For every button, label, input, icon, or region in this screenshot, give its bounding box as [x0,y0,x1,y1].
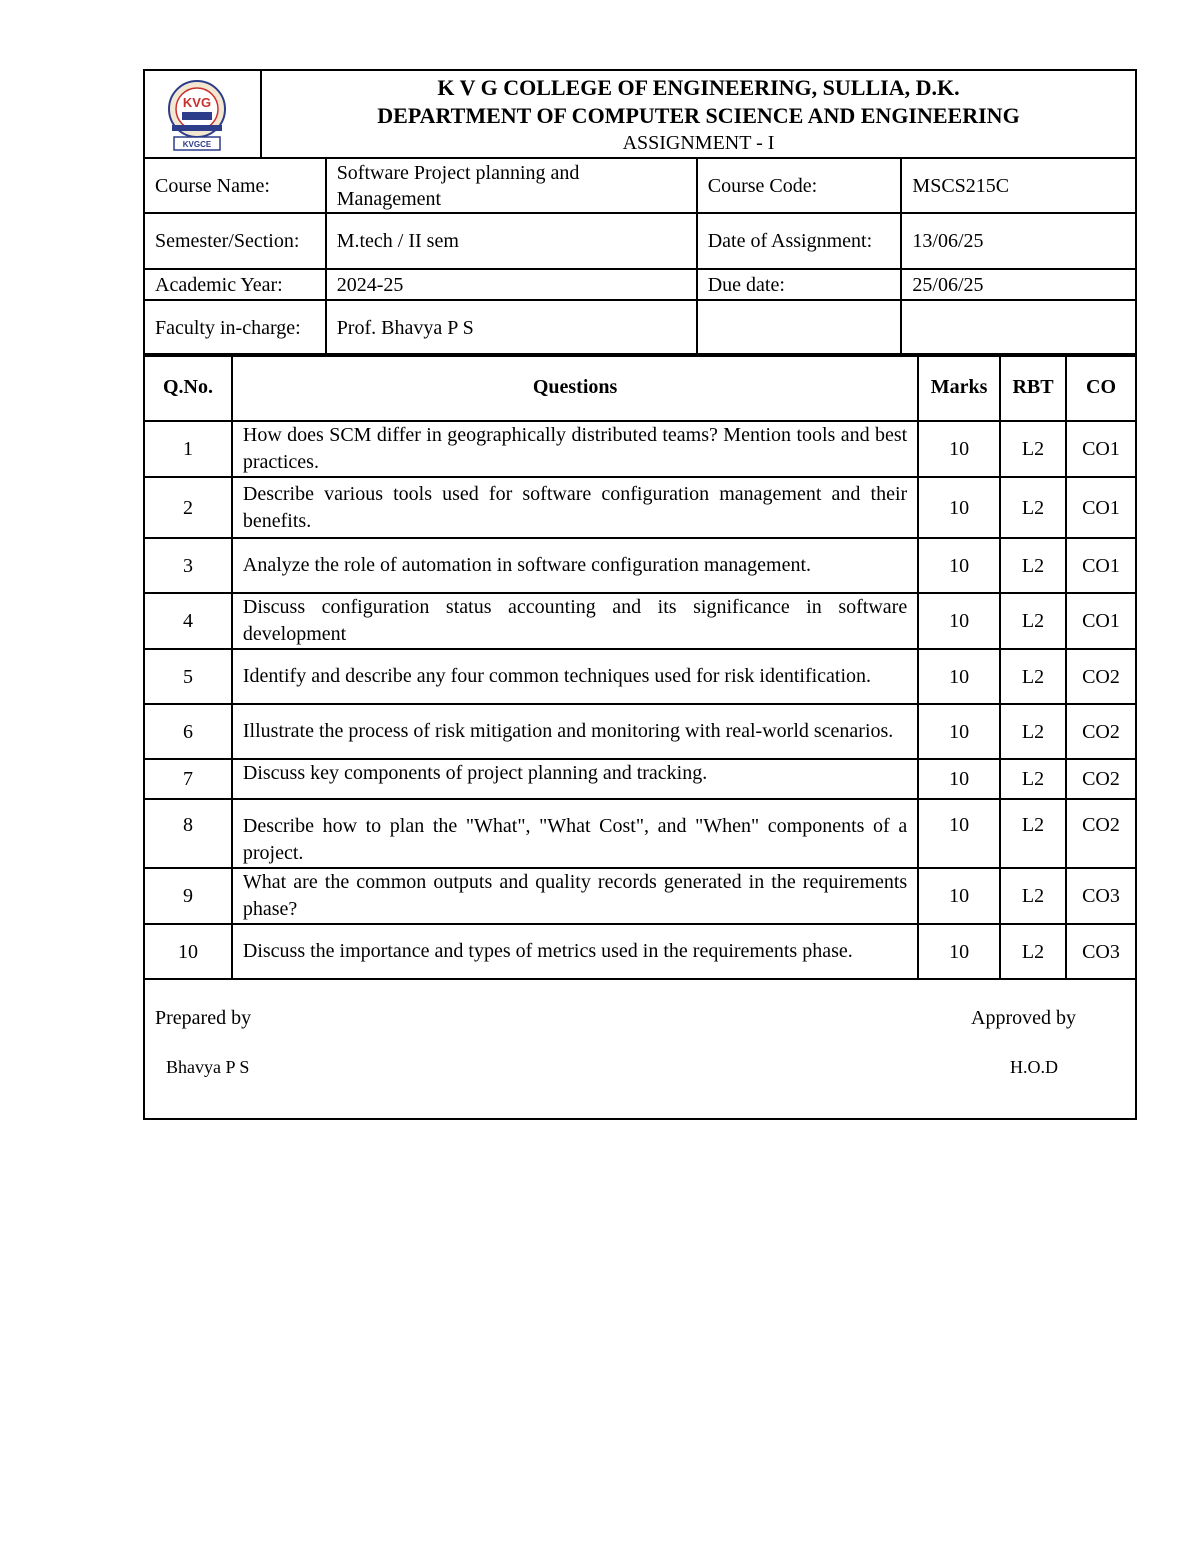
faculty-value: Prof. Bhavya P S [326,300,697,356]
question-number: 3 [144,538,232,593]
question-co: CO3 [1066,924,1136,979]
question-number: 9 [144,868,232,924]
question-rbt: L2 [1000,924,1066,979]
question-marks: 10 [918,649,1000,704]
question-marks: 10 [918,593,1000,649]
course-info-table [143,157,1137,357]
question-number: 10 [144,924,232,979]
question-co: CO1 [1066,477,1136,538]
question-text: How does SCM differ in geographically distributed teams? Mention tools and best practices. [232,421,918,477]
question-marks: 10 [918,704,1000,759]
question-rbt: L2 [1000,593,1066,649]
logo-cell [145,71,262,157]
question-text: What are the common outputs and quality records generated in the requirements phase? [232,868,918,924]
question-number: 8 [144,799,232,868]
question-number: 2 [144,477,232,538]
question-marks: 10 [918,477,1000,538]
question-text: Illustrate the process of risk mitigation and monitoring with real-world scenarios. [232,704,918,759]
due-label: Due date: [697,269,902,300]
question-co: CO2 [1066,799,1136,868]
assignment-title: ASSIGNMENT - I [622,132,775,154]
table-row [144,593,1136,649]
prepared-by-label: Prepared by [155,1007,252,1029]
question-number: 4 [144,593,232,649]
question-text: Describe various tools used for software configuration management and their benefits. [232,477,918,538]
course-code-label: Course Code: [697,158,902,213]
table-row [144,421,1136,477]
table-row [144,759,1136,799]
question-rbt: L2 [1000,759,1066,799]
approved-by-name: H.O.D [1010,1057,1058,1077]
info-row [144,300,1136,356]
table-row [144,477,1136,538]
question-co: CO3 [1066,868,1136,924]
date-label: Date of Assignment: [697,213,902,269]
question-rbt: L2 [1000,421,1066,477]
prepared-by-name: Bhavya P S [166,1057,250,1077]
question-text: Discuss the importance and types of metrics used in the requirements phase. [232,924,918,979]
question-marks: 10 [918,868,1000,924]
question-co: CO1 [1066,421,1136,477]
table-row [144,649,1136,704]
question-co: CO1 [1066,593,1136,649]
question-number: 1 [144,421,232,477]
question-co: CO2 [1066,704,1136,759]
question-number: 5 [144,649,232,704]
question-number: 6 [144,704,232,759]
semester-value: M.tech / II sem [326,213,697,269]
course-name-value: Software Project planning and Management [326,158,697,213]
question-marks: 10 [918,538,1000,593]
question-number: 7 [144,759,232,799]
questions-table [143,353,1137,980]
question-rbt: L2 [1000,868,1066,924]
logo-text: KVG [182,95,212,110]
logo-caption: KVGCE [182,140,212,149]
date-value: 13/06/25 [901,213,1136,269]
table-row [144,799,1136,868]
question-co: CO2 [1066,649,1136,704]
question-marks: 10 [918,759,1000,799]
question-text: Discuss configuration status accounting and its significance in software development [232,593,918,649]
department-name: DEPARTMENT OF COMPUTER SCIENCE AND ENGINEERING [377,103,1020,128]
college-name: K V G COLLEGE OF ENGINEERING, SULLIA, D.K. [437,75,960,100]
table-row [144,538,1136,593]
question-co: CO1 [1066,538,1136,593]
question-rbt: L2 [1000,477,1066,538]
table-row [144,924,1136,979]
info-row [144,158,1136,213]
course-name-label: Course Name: [144,158,326,213]
question-rbt: L2 [1000,799,1066,868]
signature-footer [145,977,1135,1120]
marks-header: Marks [918,354,1000,421]
assignment-document [143,69,1137,1120]
question-marks: 10 [918,924,1000,979]
college-logo [162,77,232,153]
question-marks: 10 [918,799,1000,868]
year-value: 2024-25 [326,269,697,300]
question-rbt: L2 [1000,538,1066,593]
co-header: CO [1066,354,1136,421]
questions-header-row [144,354,1136,421]
qno-header: Q.No. [144,354,232,421]
faculty-label: Faculty in-charge: [144,300,326,356]
question-text: Analyze the role of automation in software configuration management. [232,538,918,593]
question-marks: 10 [918,421,1000,477]
due-value: 25/06/25 [901,269,1136,300]
rbt-header: RBT [1000,354,1066,421]
course-code-value: MSCS215C [901,158,1136,213]
question-co: CO2 [1066,759,1136,799]
info-row [144,269,1136,300]
questions-header: Questions [232,354,918,421]
semester-label: Semester/Section: [144,213,326,269]
question-text: Describe how to plan the "What", "What Cost", and "When" components of a project. [232,799,918,868]
question-rbt: L2 [1000,649,1066,704]
question-text: Discuss key components of project planning and tracking. [232,759,918,799]
approved-by-label: Approved by [971,1007,1076,1029]
question-rbt: L2 [1000,704,1066,759]
table-row [144,704,1136,759]
question-text: Identify and describe any four common techniques used for risk identification. [232,649,918,704]
empty-cell [697,300,902,356]
info-row [144,213,1136,269]
year-label: Academic Year: [144,269,326,300]
document-header [145,71,1135,159]
empty-cell [901,300,1136,356]
table-row [144,868,1136,924]
